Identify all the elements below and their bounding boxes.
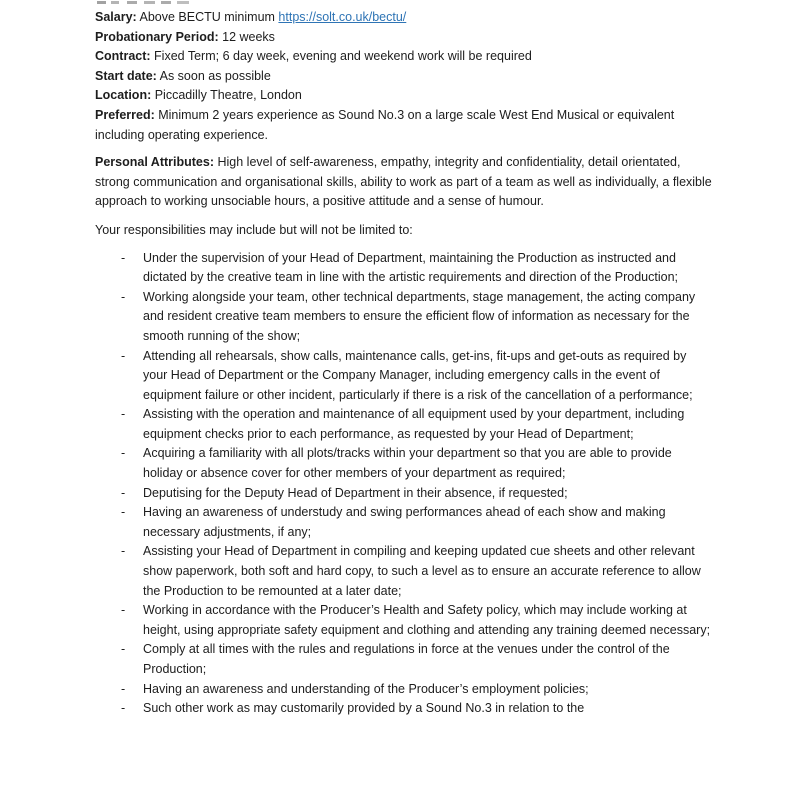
detail-label: Location: (95, 88, 152, 103)
bullet-dash: - (121, 348, 126, 363)
responsibility-text: Having an awareness of understudy and swing performances ahead of each show and making necessary adjustments, if any; (143, 505, 666, 539)
responsibility-text: Under the supervision of your Head of Department, maintaining the Production as instructed and dictated by the creative team in line with the artistic requirements and direction of the Production; (143, 250, 679, 285)
responsibility-item (121, 288, 713, 347)
bullet-dash: - (121, 250, 126, 265)
bullet-dash: - (121, 407, 126, 422)
detail-label: Start date: (95, 68, 157, 83)
detail-line: Contract: Fixed Term; 6 day week, evening and weekend work will be required (95, 49, 532, 64)
detail-label: Salary: (95, 10, 137, 24)
cropped-line-fragment-top (95, 0, 713, 5)
detail-line: Start date: As soon as possible (95, 68, 271, 83)
responsibility-text: Working alongside your team, other technical departments, stage management, the acting company and resident creative team members to ensure the efficient flow of information as necessary for the smooth running of the show; (143, 289, 696, 343)
responsibility-item (121, 347, 713, 406)
personal-attributes-text: High level of self-awareness, empathy, integrity and confidentiality, detail orientated, strong communication and organisational skills, ability to work as part of a team as well as individually, a flexible approach to working unsociable hours, a positive attitude and a sense of humour. (95, 155, 712, 209)
personal-attributes-label: Personal Attributes: (95, 155, 215, 170)
responsibility-text: Comply at all times with the rules and regulations in force at the venues under the control of the Production; (143, 642, 670, 676)
detail-line: Preferred: Minimum 2 years experience as Sound No.3 on a large scale West End Musical or equivalent including operating experience. (95, 107, 675, 142)
bectu-rates-link[interactable]: https://solt.co.uk/bectu/ (278, 10, 407, 24)
responsibilities-intro: Your responsibilities may include but will not be limited to: (95, 222, 413, 237)
responsibility-item-cropped (121, 699, 713, 719)
detail-label: Preferred: (95, 107, 155, 122)
bullet-dash: - (121, 701, 126, 716)
responsibility-text: Acquiring a familiarity with all plots/tracks within your department so that you are able to provide holiday or absence cover for other members of your department as required; (143, 446, 672, 481)
bullet-dash: - (121, 289, 126, 304)
document-content (95, 0, 713, 719)
bullet-dash: - (121, 485, 126, 500)
responsibility-item (121, 405, 713, 444)
responsibility-text: Having an awareness and understanding of the Producer’s employment policies; (143, 681, 589, 696)
responsibility-item (121, 680, 713, 700)
detail-line: Probationary Period: 12 weeks (95, 29, 275, 44)
responsibility-text: Working in accordance with the Producer’s Health and Safety policy, which may include working at height, using appropriate safety equipment and clothing and attending any training deemed necessary; (143, 603, 711, 637)
job-details-section (95, 8, 713, 145)
bullet-dash: - (121, 642, 126, 657)
responsibility-item (121, 542, 713, 601)
responsibility-text: Assisting with the operation and maintenance of all equipment used by your department, including equipment checks prior to each performance, as requested by your Head of Department; (143, 407, 685, 441)
bullet-dash: - (121, 544, 126, 559)
responsibility-text: Assisting your Head of Department in compiling and keeping updated cue sheets and other relevant show paperwork, both soft and hard copy, to such a level as to ensure an accurate reference to allow the Production to be remounted at a later date; (143, 544, 701, 598)
responsibility-text: Deputising for the Deputy Head of Department in their absence, if requested; (143, 485, 568, 500)
bullet-dash: - (121, 603, 126, 618)
responsibility-text: Such other work as may customarily provided by a Sound No.3 in relation to the (143, 701, 585, 716)
detail-label: Probationary Period: (95, 29, 219, 44)
detail-line: Salary: Above BECTU minimum https://solt.co.uk/bectu/ (95, 10, 407, 24)
detail-label: Contract: (95, 49, 151, 64)
bullet-dash: - (121, 505, 126, 520)
responsibility-item (121, 444, 713, 483)
responsibility-text: Attending all rehearsals, show calls, maintenance calls, get-ins, fit-ups and get-outs as required by your Head of Department or the Company Manager, including emergency calls in the event of equipment failure or other incident, particularly if there is a risk of the cancellation of a performance; (143, 348, 693, 402)
responsibility-item (121, 249, 713, 288)
bullet-dash: - (121, 681, 126, 696)
responsibility-item (121, 640, 713, 679)
personal-attributes-paragraph (95, 153, 713, 212)
responsibilities-list (121, 249, 713, 719)
responsibility-item (121, 601, 713, 640)
responsibility-item (121, 484, 713, 504)
detail-line: Location: Piccadilly Theatre, London (95, 88, 302, 103)
responsibility-item (121, 503, 713, 542)
bullet-dash: - (121, 446, 126, 461)
